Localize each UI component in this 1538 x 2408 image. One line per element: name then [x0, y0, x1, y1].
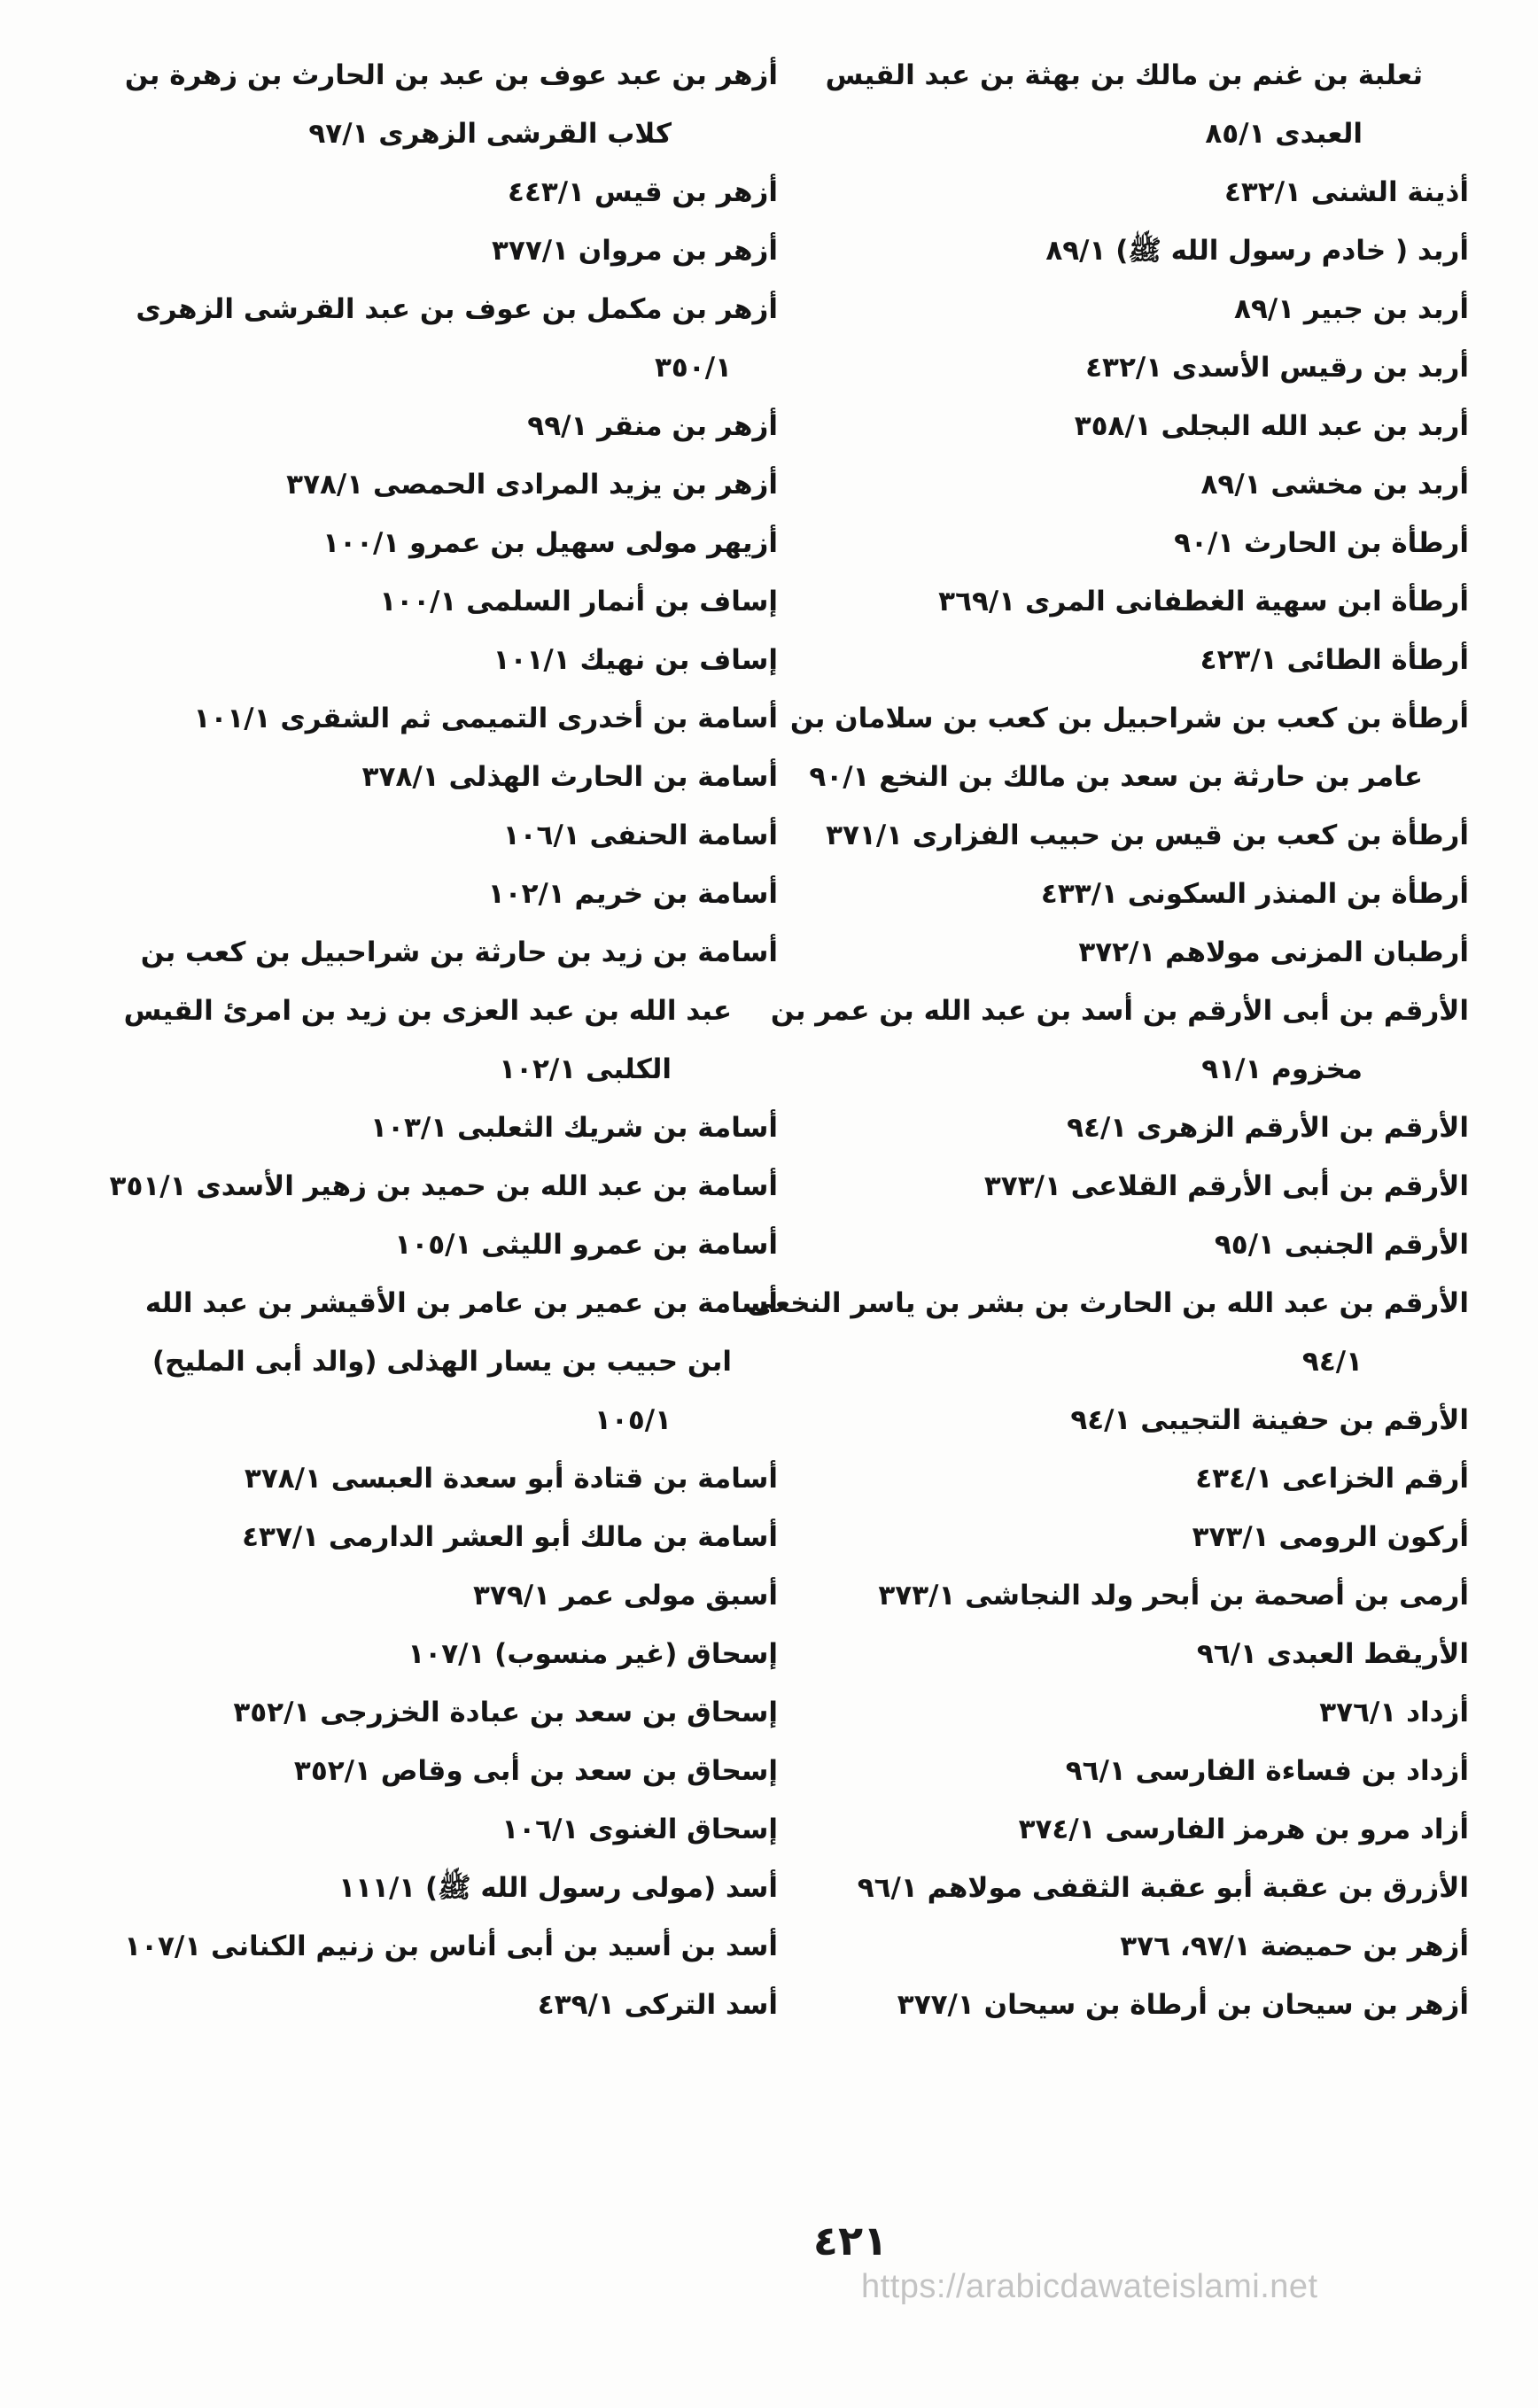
index-line: أسبق مولى عمر ٣٧٩/١	[473, 1580, 778, 1612]
index-line: أرطأة ابن سهية الغطفانى المرى ٣٦٩/١	[938, 586, 1469, 618]
index-line: أربد بن عبد الله البجلى ٣٥٨/١	[1074, 410, 1469, 442]
index-line: العبدى ٨٥/١	[1205, 118, 1363, 150]
index-line: أزداد ٣٧٦/١	[1319, 1697, 1469, 1728]
index-line: أرطأة بن كعب بن قيس بن حبيب الفزارى ٣٧١/١	[826, 819, 1469, 851]
index-line: ١٠٥/١	[594, 1404, 672, 1436]
index-line: أسامة بن خريم ١٠٢/١	[487, 878, 778, 910]
index-line: أزهر بن سيحان بن أرطاة بن سيحان ٣٧٧/١	[897, 1989, 1469, 2021]
index-line: أزهر بن يزيد المرادى الحمصى ٣٧٨/١	[286, 469, 778, 501]
index-line: الأرقم بن الأرقم الزهرى ٩٤/١	[1067, 1112, 1469, 1144]
index-line: ٣٥٠/١	[654, 352, 732, 384]
watermark-url: https://arabicdawateislami.net	[861, 2268, 1318, 2305]
index-line: الأرقم بن أبى الأرقم بن أسد بن عبد الله بن عمر بن	[770, 995, 1469, 1027]
index-line: أرطأة بن الحارث ٩٠/١	[1174, 527, 1469, 559]
index-line: أزيهر مولى سهيل بن عمرو ١٠٠/١	[322, 527, 778, 559]
index-line: الأرقم بن أبى الأرقم القلاعى ٣٧٣/١	[983, 1170, 1469, 1202]
index-line: أربد بن جبير ٨٩/١	[1234, 293, 1469, 325]
index-line: مخزوم ٩١/١	[1201, 1053, 1363, 1085]
page-number: ٤٢١	[812, 2217, 889, 2264]
index-line: أسامة بن الحارث الهذلى ٣٧٨/١	[361, 761, 778, 793]
index-line: أسامة بن زيد بن حارثة بن شراحبيل بن كعب بن	[140, 936, 778, 968]
index-line: كلاب القرشى الزهرى ٩٧/١	[308, 118, 672, 150]
index-line: أرطأة بن المنذر السكونى ٤٣٣/١	[1040, 878, 1469, 910]
index-line: أزهر بن عبد عوف بن عبد بن الحارث بن زهرة بن	[124, 59, 778, 91]
index-line: أسامة بن أخدرى التميمى ثم الشقرى ١٠١/١	[193, 703, 778, 734]
index-line: ابن حبيب بن يسار الهذلى (والد أبى المليح)	[151, 1346, 732, 1378]
index-line: أرطبان المزنى مولاهم ٣٧٢/١	[1078, 936, 1469, 968]
index-line: أزهر بن منقر ٩٩/١	[527, 410, 778, 442]
index-line: الأريقط العبدى ٩٦/١	[1196, 1638, 1469, 1670]
index-line: أزداد بن فساءة الفارسى ٩٦/١	[1065, 1755, 1469, 1787]
index-line: أربد بن رقيس الأسدى ٤٣٢/١	[1085, 352, 1469, 384]
index-line: أسامة بن عمرو الليثى ١٠٥/١	[394, 1229, 778, 1261]
index-line: ٩٤/١	[1301, 1346, 1363, 1378]
index-line: الأرقم الجنبى ٩٥/١	[1214, 1229, 1469, 1261]
index-line: أسامة الحنفى ١٠٦/١	[502, 819, 778, 851]
index-line: إسحاق بن سعد بن عبادة الخزرجى ٣٥٢/١	[233, 1697, 778, 1728]
index-column-left	[85, 46, 778, 2034]
index-line: أربد بن مخشى ٨٩/١	[1200, 469, 1469, 501]
index-line: أسامة بن شريك الثعلبى ١٠٣/١	[370, 1112, 778, 1144]
index-line: أسامة بن عبد الله بن حميد بن زهير الأسدى ٣٥١/١	[109, 1170, 778, 1202]
index-line: أرقم الخزاعى ٤٣٤/١	[1195, 1463, 1469, 1495]
index-line: أربد ( خادم رسول الله ﷺ) ٨٩/١	[1045, 235, 1469, 267]
index-line: أرطأة الطائى ٤٢٣/١	[1200, 644, 1469, 676]
index-line: أزهر بن مروان ٣٧٧/١	[491, 235, 778, 267]
index-line: أسامة بن قتادة أبو سعدة العبسى ٣٧٨/١	[244, 1463, 778, 1495]
index-line: إسحاق بن سعد بن أبى وقاص ٣٥٢/١	[293, 1755, 778, 1787]
index-line: أزاد مرو بن هرمز الفارسى ٣٧٤/١	[1018, 1814, 1469, 1845]
index-line: أركون الرومى ٣٧٣/١	[1192, 1521, 1469, 1553]
index-line: أرطأة بن كعب بن شراحبيل بن كعب بن سلامان بن	[789, 703, 1469, 734]
index-line: ثعلبة بن غنم بن مالك بن بهثة بن عبد القيس	[825, 59, 1423, 91]
index-line: أذينة الشنى ٤٣٢/١	[1223, 176, 1469, 208]
index-line: أسد (مولى رسول الله ﷺ) ١١١/١	[338, 1872, 778, 1904]
index-line: أسامة بن عمير بن عامر بن الأقيشر بن عبد الله	[144, 1287, 778, 1319]
index-column-right	[747, 46, 1469, 2034]
index-line: إساف بن أنمار السلمى ١٠٠/١	[379, 586, 778, 618]
index-line: الأزرق بن عقبة أبو عقبة الثقفى مولاهم ٩٦/١	[857, 1872, 1469, 1904]
index-line: إسحاق (غير منسوب) ١٠٧/١	[408, 1638, 778, 1670]
index-line: الكلبى ١٠٢/١	[499, 1053, 672, 1085]
index-line: أزهر بن قيس ٤٤٣/١	[508, 176, 778, 208]
index-line: أسد بن أسيد بن أبى أناس بن زنيم الكنانى ١٠٧/١	[124, 1930, 778, 1962]
index-line: أزهر بن مكمل بن عوف بن عبد القرشى الزهرى	[136, 293, 778, 325]
index-line: أسامة بن مالك أبو العشر الدارمى ٤٣٧/١	[242, 1521, 778, 1553]
index-line: إسحاق الغنوى ١٠٦/١	[501, 1814, 778, 1845]
index-line: إساف بن نهيك ١٠١/١	[493, 644, 778, 676]
index-line: أرمى بن أصحمة بن أبحر ولد النجاشى ٣٧٣/١	[878, 1580, 1469, 1612]
index-line: عامر بن حارثة بن سعد بن مالك بن النخع ٩٠/١	[809, 761, 1423, 793]
index-line: أزهر بن حميضة ٩٧/١، ٣٧٦	[1120, 1930, 1469, 1962]
index-line: الأرقم بن حفينة التجيبى ٩٤/١	[1070, 1404, 1469, 1436]
index-line: أسد التركى ٤٣٩/١	[537, 1989, 778, 2021]
index-line: عبد الله بن عبد العزى بن زيد بن امرئ القيس	[123, 995, 732, 1027]
index-line: الأرقم بن عبد الله بن الحارث بن بشر بن ياسر النخعى	[747, 1287, 1469, 1319]
